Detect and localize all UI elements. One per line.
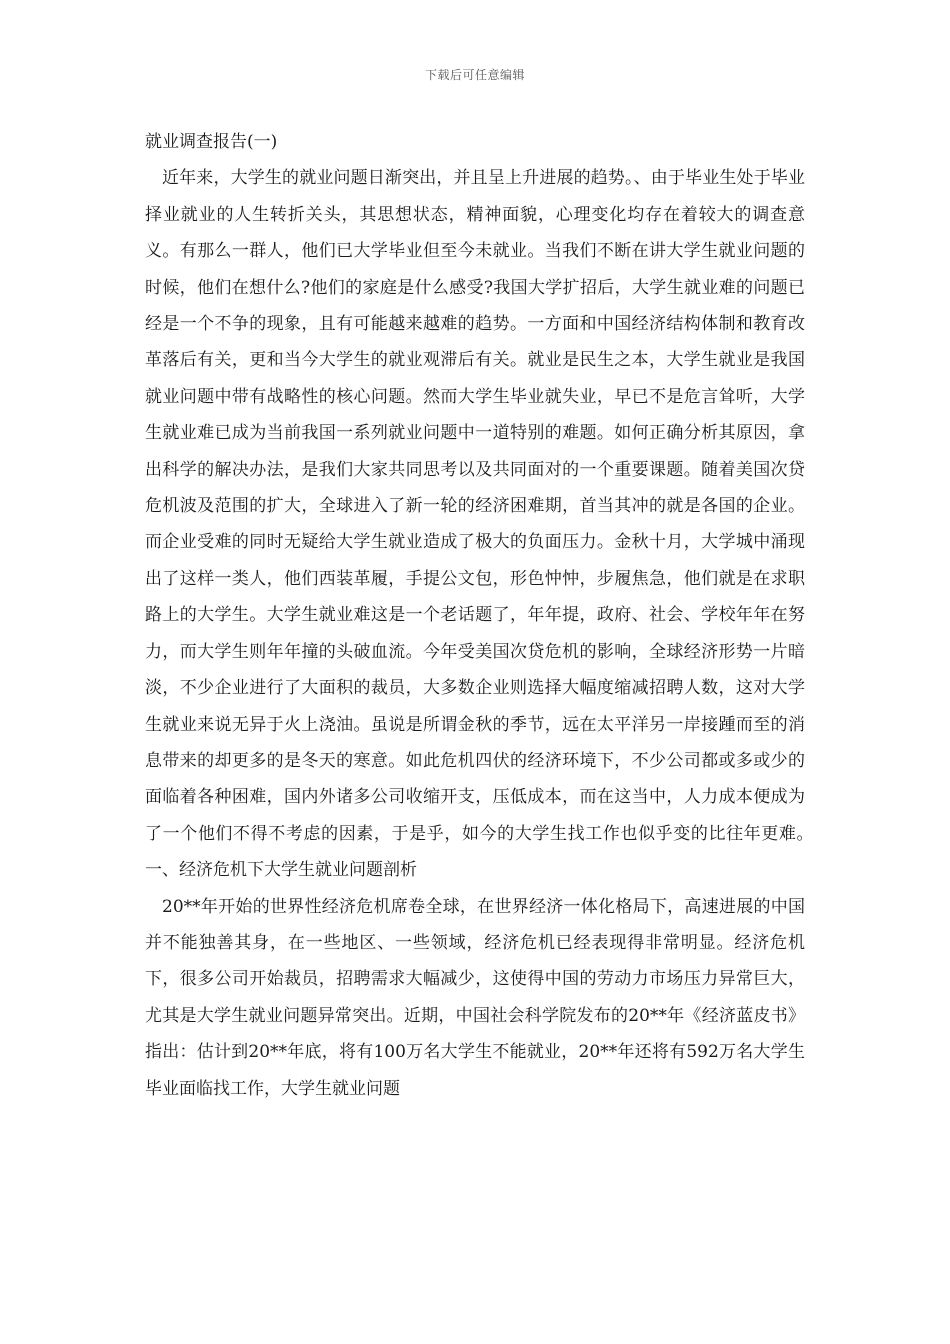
document-title: 就业调查报告(一) — [145, 132, 278, 152]
paragraph-1: 近年来，大学生的就业问题日渐突出，并且呈上升进展的趋势。、由于毕业生处于毕业择业就业的人生转折关头，其思想状态，精神面貌，心理变化均存在着较大的调查意义。有那么一群人，他们已大学毕业但至今未就业。当我们不断在讲大学生就业问题的时候，他们在想什么?他们的家庭是什么感受?我国大学扩招后，大学生就业难的问题已经是一个不争的现象，且有可能越来越难的趋势。一方面和中国经济结构体制和教育改革落后有关，更和当今大学生的就业观滞后有关。就业是民生之本，大学生就业是我国就业问题中带有战略性的核心问题。然而大学生毕业就失业，早已不是危言耸听，大学生就业难已成为当前我国一系列就业问题中一道特别的难题。如何正确分析其原因，拿出科学的解决办法，是我们大家共同思考以及共同面对的一个重要课题。随着美国次贷危机波及范围的扩大，全球进入了新一轮的经济困难期，首当其冲的就是各国的企业。而企业受难的同时无疑给大学生就业造成了极大的负面压力。金秋十月，大学城中涌现出了这样一类人，他们西装革履，手提公文包，形色忡忡，步履焦急，他们就是在求职路上的大学生。大学生就业难这是一个老话题了，年年提，政府、社会、学校年年在努力，而大学生则年年撞的头破血流。今年受美国次贷危机的影响，全球经济形势一片暗淡，不少企业进行了大面积的裁员，大多数企业则选择大幅度缩减招聘人数，这对大学生就业来说无异于火上浇油。虽说是所谓金秋的季节，远在太平洋另一岸接踵而至的消息带来的却更多的是冬天的寒意。如此危机四伏的经济环境下，不少公司都或多或少的面临着各种困难，国内外诸多公司收缩开支，压低成本，而在这当中，人力成本便成为了一个他们不得不考虑的因素，于是乎，如今的大学生找工作也似乎变的比往年更难。 一、经济危机下大学生就业问题剖析 — [145, 168, 839, 881]
document-body — [145, 124, 839, 1107]
paragraph-2: 20**年开始的世界性经济危机席卷全球，在世界经济一体化格局下，高速进展的中国并不能独善其身，在一些地区、一些领域，经济危机已经表现得非常明显。经济危机下，很多公司开始裁员，招聘需求大幅减少，这使得中国的劳动力市场压力异常巨大，尤其是大学生就业问题异常突出。近期，中国社会科学院发布的20**年《经济蓝皮书》指出：估计到20**年底，将有100万名大学生不能就业，20**年还将有592万名大学生毕业面临找工作，大学生就业问题 — [145, 896, 805, 1099]
page-header: 下载后可任意编辑 — [424, 68, 525, 82]
